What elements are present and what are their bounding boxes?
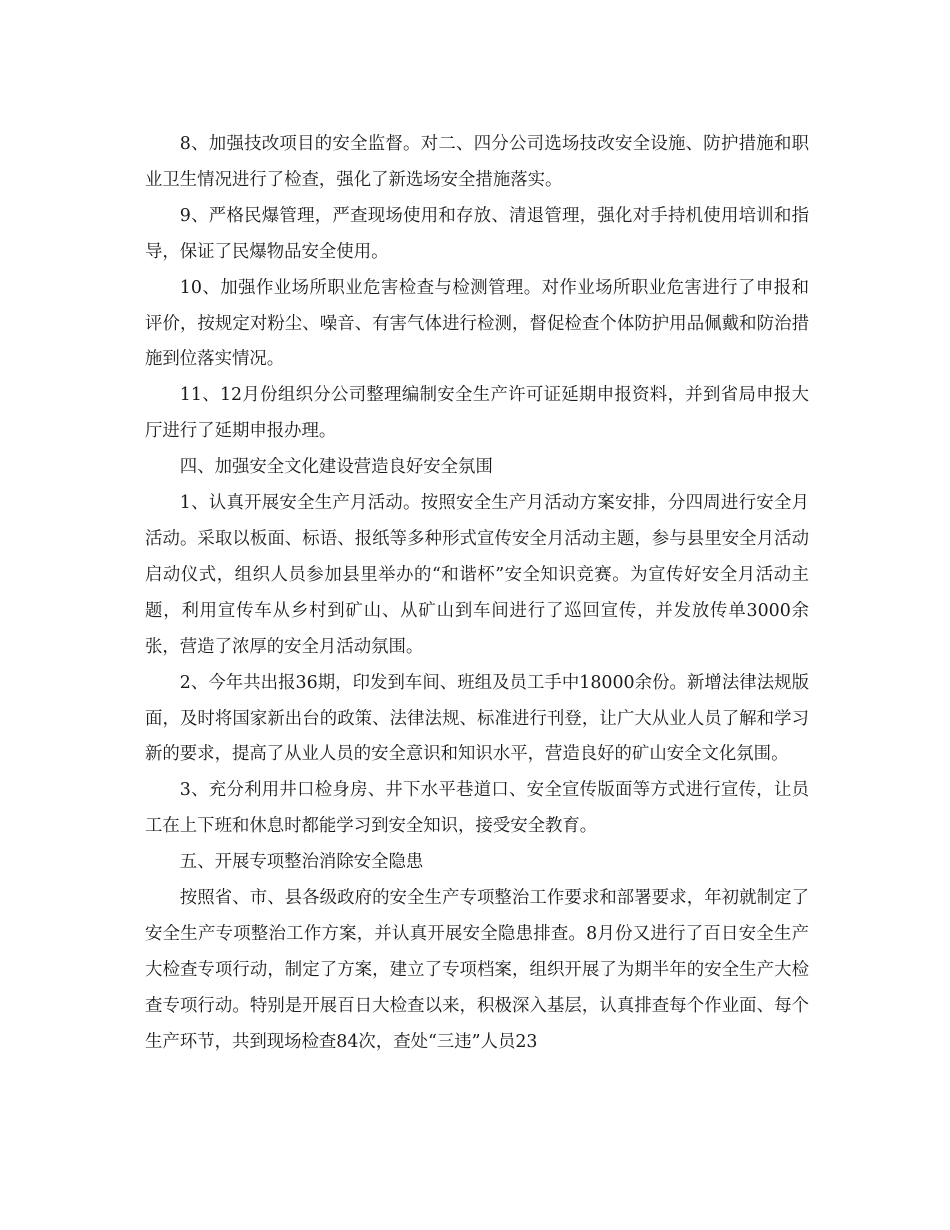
paragraph-section4-item-1: 1、认真开展安全生产月活动。按照安全生产月活动方案安排，分四周进行安全月活动。采取以板面、标语、报纸等多种形式宣传安全月活动主题，参与县里安全月活动启动仪式，组织人员参加县里举办的“和谐杯”安全知识竞赛。为宣传好安全月活动主题，利用宣传车从乡村到矿山、从矿山到车间进行了巡回宣传，并发放传单3000余张，营造了浓厚的安全月活动氛围。 xyxy=(145,493,809,657)
section-heading-5: 五、开展专项整治消除安全隐患 xyxy=(179,852,424,873)
section-heading-4: 四、加强安全文化建设营造良好安全氛围 xyxy=(179,457,493,478)
paragraph-item-9: 9、严格民爆管理，严查现场使用和存放、清退管理，强化对手持机使用培训和指导，保证了民爆物品安全使用。 xyxy=(145,205,809,262)
document-body xyxy=(145,127,809,1061)
paragraph-section4-item-2: 2、今年共出报36期，印发到车间、班组及员工手中18000余份。新增法律法规版面，及时将国家新出台的政策、法律法规、标准进行刊登，让广大从业人员了解和学习新的要求，提高了从业人员的安全意识和知识水平，营造良好的矿山安全文化氛围。 xyxy=(145,672,809,765)
paragraph-item-8: 8、加强技改项目的安全监督。对二、四分公司选场技改安全设施、防护措施和职业卫生情况进行了检查，强化了新选场安全措施落实。 xyxy=(145,134,809,190)
paragraph-section4-item-3: 3、充分利用井口检身房、井下水平巷道口、安全宣传版面等方式进行宣传，让员工在上下班和休息时都能学习到安全知识，接受安全教育。 xyxy=(145,780,809,837)
paragraph-item-10: 10、加强作业场所职业危害检查与检测管理。对作业场所职业危害进行了申报和评价，按规定对粉尘、噪音、有害气体进行检测，督促检查个体防护用品佩戴和防治措施到位落实情况。 xyxy=(145,277,809,370)
paragraph-item-11: 11、12月份组织分公司整理编制安全生产许可证延期申报资料，并到省局申报大厅进行了延期申报办理。 xyxy=(145,385,809,442)
paragraph-section5-body: 按照省、市、县各级政府的安全生产专项整治工作要求和部署要求，年初就制定了安全生产专项整治工作方案，并认真开展安全隐患排查。8月份又进行了百日安全生产大检查专项行动，制定了方案，建立了专项档案，组织开展了为期半年的安全生产大检查专项行动。特别是开展百日大检查以来，积极深入基层，认真排查每个作业面、每个生产环节，共到现场检查84次，查处“三违”人员23 xyxy=(145,888,809,1052)
